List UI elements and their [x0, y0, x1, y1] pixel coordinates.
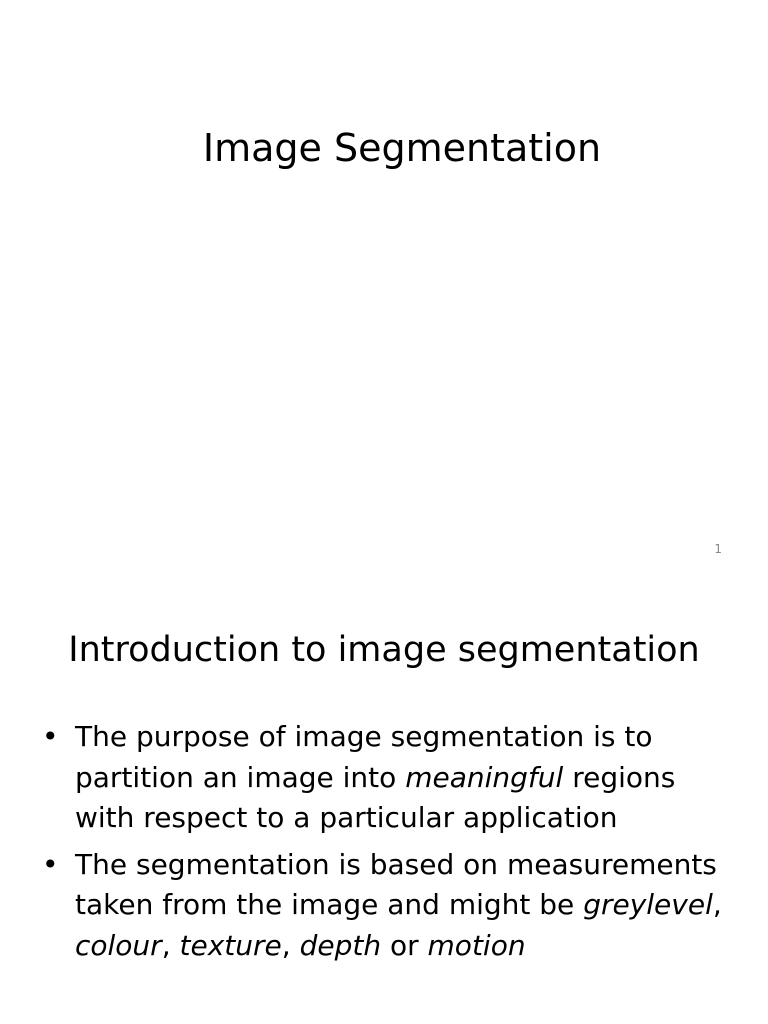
bullet-item — [42, 845, 742, 967]
bullet-text — [75, 848, 722, 962]
text-run: , — [281, 928, 300, 962]
bullet-list — [42, 717, 742, 972]
text-run: , — [712, 888, 722, 921]
bullet-item — [42, 717, 742, 839]
text-run: The purpose of image segmentation is to partition an image into — [75, 720, 653, 794]
content-slide — [0, 576, 768, 1024]
text-run: The segmentation is based on measurements taken from the image and might be — [75, 847, 717, 921]
bullet-text — [75, 720, 675, 834]
page-number: 1 — [714, 542, 722, 556]
bullet-dot-icon: • — [42, 720, 59, 753]
emphasis-text: colour — [75, 928, 162, 962]
emphasis-text: meaningful — [405, 760, 564, 794]
bullet-dot-icon: • — [42, 847, 59, 881]
emphasis-text: motion — [427, 928, 526, 962]
emphasis-text: texture — [179, 928, 282, 962]
emphasis-text: depth — [299, 928, 382, 962]
slide-heading: Introduction to image segmentation — [68, 630, 700, 670]
emphasis-text: greylevel — [583, 888, 713, 921]
text-run: regions with respect to a particular application — [75, 760, 676, 834]
slide-title: Image Segmentation — [202, 126, 602, 170]
text-run: , — [161, 928, 180, 962]
text-run: or — [381, 928, 428, 962]
